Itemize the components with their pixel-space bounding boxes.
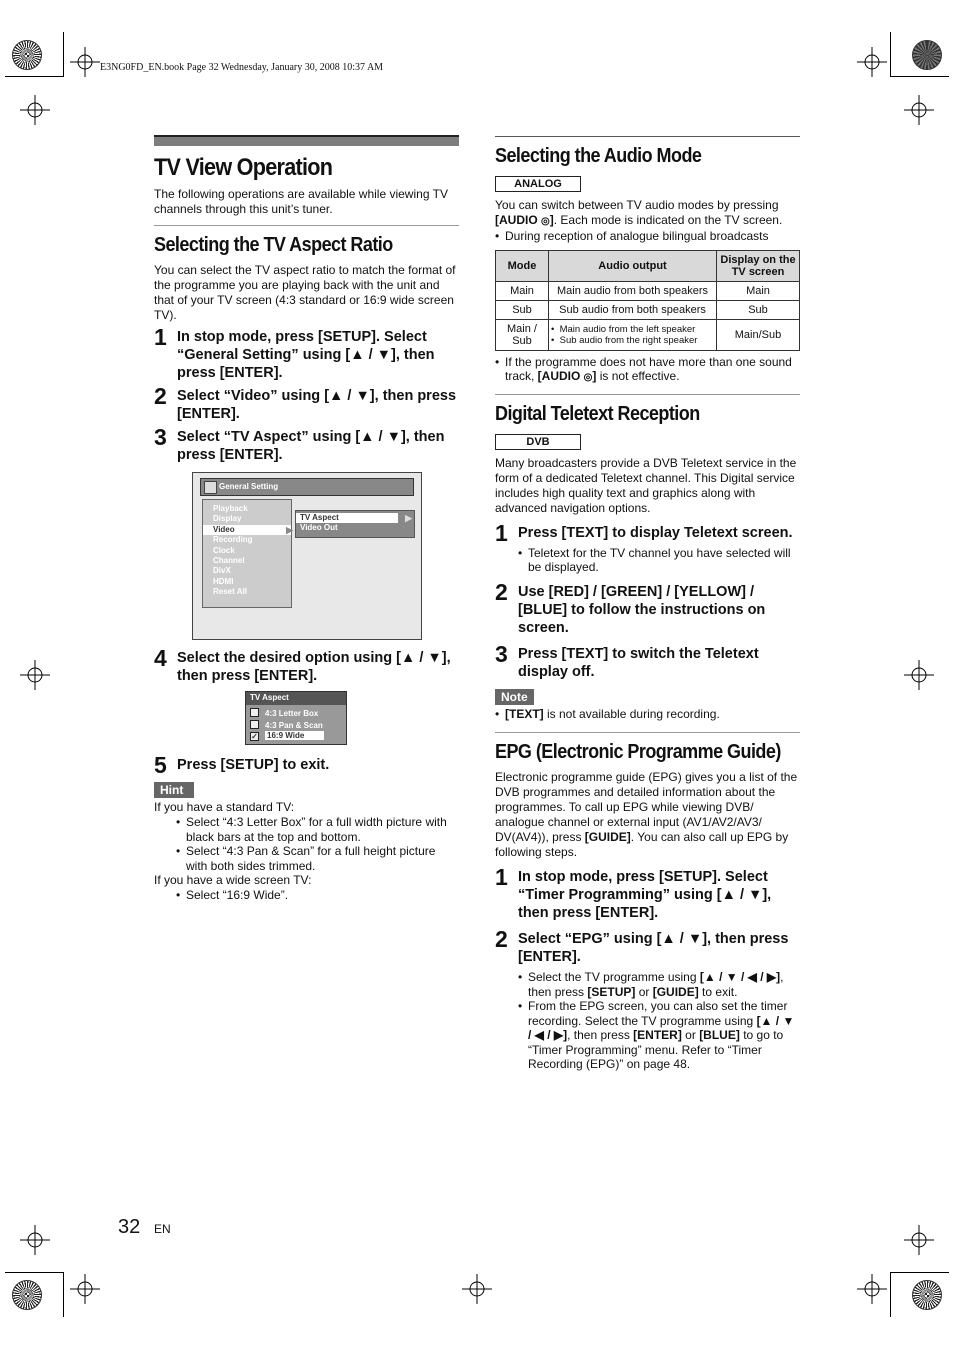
option-16-9-wide[interactable]: ✓ 16:9 Wide (250, 731, 342, 742)
tv-aspect-screen (245, 691, 347, 745)
divider (495, 136, 800, 137)
submenu-item-video-out[interactable]: Video Out (300, 523, 338, 533)
menu-item-clock[interactable]: Clock (213, 545, 235, 555)
page-number: 32 (118, 1216, 141, 1238)
audio-heading: Selecting the Audio Mode (495, 145, 702, 167)
option-pan-scan[interactable]: 4:3 Pan & Scan (250, 720, 342, 732)
registration-rosette-bottom-left (12, 1280, 42, 1310)
crosshair-mark (20, 95, 50, 125)
screen-title-bar: General Setting (200, 478, 414, 496)
registration-rosette-top-right (912, 40, 942, 70)
table-header: Display on the TV screen (717, 250, 800, 281)
intro-text: The following operations are available while viewing TV channels through this unit’s tuner. (154, 187, 448, 216)
list-item: • Select “16:9 Wide”. (176, 888, 459, 903)
crop-mark (63, 32, 64, 77)
analog-tag: ANALOG (495, 176, 581, 192)
aspect-step-5: 5 Press [SETUP] to exit. (154, 752, 330, 778)
general-setting-screen-wrap (154, 472, 459, 644)
menu-item-reset-all[interactable]: Reset All (213, 587, 247, 597)
tv-aspect-options (246, 705, 346, 745)
submenu-item-tv-aspect[interactable]: TV Aspect ▶ (296, 513, 398, 523)
crosshair-mark (904, 95, 934, 125)
audio-icon: ◎ (541, 216, 550, 227)
video-submenu (295, 510, 415, 538)
teletext-body: Many broadcasters provide a DVB Teletext service in the form of a dedicated Teletext channel. This Digital service includes high quality text and graphics along with advanced navigation options. (495, 455, 797, 515)
registration-rosette-top-left (12, 40, 42, 70)
epg-step-2-bullets (518, 970, 800, 1072)
table-cell: • Main audio from the left speaker • Sub audio from the right speaker (549, 319, 717, 350)
table-row (496, 319, 800, 350)
hint-list-1 (154, 815, 459, 873)
epg-step-1: 1 In stop mode, press [SETUP]. Select “Timer Programming” using [▲ / ▼], then press [ENTER]. (495, 864, 772, 921)
checked-checkbox-icon: ✓ (251, 732, 258, 741)
teletext-step-2: 2 Use [RED] / [GREEN] / [YELLOW] / [BLUE] to follow the instructions on screen. (495, 578, 766, 636)
audio-bullets (495, 229, 800, 244)
menu-item-hdmi[interactable]: HDMI (213, 576, 234, 586)
divider (495, 732, 800, 733)
crosshair-mark (904, 1225, 934, 1255)
teletext-step-1: 1 Press [TEXT] to display Teletext screen. (495, 519, 793, 546)
table-cell: Main audio from both speakers (549, 281, 717, 300)
audio-body: You can switch between TV audio modes by pressing [AUDIO ◎]. Each mode is indicated on the TV screen. (495, 198, 783, 227)
aspect-step-4: 4 Select the desired option using [▲ / ▼], then press [ENTER]. (154, 645, 451, 684)
list-item: • Select the TV programme using [▲ / ▼ / ◀ / ▶], then press [SETUP] or [GUIDE] to exit. (518, 970, 800, 999)
list-item: • [TEXT] is not available during recording. (495, 707, 800, 722)
setup-icon (204, 481, 217, 494)
menu-item-recording[interactable]: Recording (213, 535, 253, 545)
list-item: • Select “4:3 Letter Box” for a full width picture with black bars at the top and bottom. (176, 815, 459, 844)
menu-item-video[interactable]: Video ▶ (203, 525, 291, 535)
menu-item-channel[interactable]: Channel (213, 556, 245, 566)
crop-mark (890, 1272, 891, 1317)
list-item: • If the programme does not have more than one sound track, [AUDIO ◎] is not effective. (495, 355, 800, 386)
menu-item-divx[interactable]: DivX (213, 566, 231, 576)
crop-mark (63, 1272, 64, 1317)
table-row (496, 281, 800, 300)
language-code: EN (154, 1222, 171, 1236)
crop-mark (5, 1272, 63, 1273)
teletext-heading: Digital Teletext Reception (495, 402, 700, 425)
hint-label: Hint (154, 782, 194, 798)
hint-line-1: If you have a standard TV: (154, 800, 295, 814)
table-cell: Sub audio from both speakers (549, 300, 717, 319)
checkbox-icon (250, 708, 259, 717)
hint-line-2: If you have a wide screen TV: (154, 873, 312, 887)
epg-step-2: 2 Select “EPG” using [▲ / ▼], then press [ENTER]. (495, 926, 789, 965)
checkbox-icon (250, 720, 259, 729)
teletext-step-3: 3 Press [TEXT] to switch the Teletext display off. (495, 640, 759, 680)
note-label: Note (495, 689, 534, 705)
audio-note (495, 355, 800, 386)
audio-mode-table (495, 250, 800, 351)
table-cell: Main (496, 281, 549, 300)
crosshair-mark (462, 1274, 492, 1304)
teletext-note (495, 707, 800, 722)
divider (495, 394, 800, 395)
crosshair-mark (857, 47, 887, 77)
registration-rosette-bottom-right (912, 1280, 942, 1310)
tv-aspect-title: TV Aspect (246, 692, 346, 705)
setting-menu (202, 499, 292, 608)
hint-list-2 (154, 888, 459, 903)
option-letter-box[interactable]: 4:3 Letter Box (250, 708, 342, 720)
menu-item-playback[interactable]: Playback (213, 504, 248, 513)
table-cell: Main / Sub (496, 319, 549, 350)
table-row (496, 300, 800, 319)
crosshair-mark (70, 47, 100, 77)
epg-body: Electronic programme guide (EPG) gives you a list of the DVB programmes and detailed information about the programmes. To call up EPG while viewing DVB/ analogue channel or external input (AV1/AV2/AV3/ DV(AV4)), press [GUIDE]. You can also call up EPG by following steps. (495, 770, 798, 859)
table-cell: Sub (717, 300, 800, 319)
general-setting-screen (192, 472, 422, 640)
page-title: TV View Operation (154, 154, 333, 181)
epg-heading: EPG (Electronic Programme Guide) (495, 741, 781, 763)
right-arrow-icon: ▶ (405, 513, 412, 523)
list-item: • From the EPG screen, you can also set the timer recording. Select the TV programme using [▲ / ▼ / ◀ / ▶], then press [ENTER] or [BLUE] to go to “Timer Programming” menu. Refer to “Timer Recording (EPG)” on page 48. (518, 999, 800, 1072)
table-header: Audio output (549, 250, 717, 281)
dvb-tag: DVB (495, 434, 581, 450)
audio-icon: ◎ (583, 372, 593, 383)
table-header: Mode (496, 250, 549, 281)
aspect-heading: Selecting the TV Aspect Ratio (154, 234, 393, 256)
left-column (154, 135, 459, 903)
right-arrow-icon: ▶ (286, 524, 293, 535)
crosshair-mark (904, 660, 934, 690)
crop-mark (890, 32, 891, 77)
table-cell: Main (717, 281, 800, 300)
crop-mark (5, 76, 63, 77)
title-bar (154, 135, 459, 146)
crop-mark (891, 1272, 949, 1273)
aspect-step-1: 1 In stop mode, press [SETUP]. Select “General Setting” using [▲ / ▼], then press [ENTER]. (154, 324, 435, 381)
crosshair-mark (857, 1274, 887, 1304)
aspect-step-2: 2 Select “Video” using [▲ / ▼], then press [ENTER]. (154, 383, 457, 422)
list-item: • During reception of analogue bilingual broadcasts (495, 229, 800, 244)
table-cell: Sub (496, 300, 549, 319)
list-item: • Select “4:3 Pan & Scan” for a full height picture with both sides trimmed. (176, 844, 459, 873)
table-cell: Main/Sub (717, 319, 800, 350)
book-info-header: E3NG0FD_EN.book Page 32 Wednesday, January 30, 2008 10:37 AM (100, 62, 384, 73)
tv-aspect-screen-wrap (154, 691, 459, 751)
list-item: • Teletext for the TV channel you have selected will be displayed. (518, 546, 800, 575)
right-column (495, 135, 800, 1072)
crosshair-mark (70, 1274, 100, 1304)
menu-item-display[interactable]: Display (213, 514, 242, 524)
crosshair-mark (20, 1225, 50, 1255)
crosshair-mark (20, 660, 50, 690)
teletext-step-1-bullets (518, 546, 800, 575)
crop-mark (891, 76, 949, 77)
divider (154, 225, 459, 226)
aspect-body: You can select the TV aspect ratio to match the format of the programme you are playing back with the unit and that of your TV screen (4:3 standard or 16:9 wide screen TV). (154, 263, 456, 322)
table-header-row (496, 250, 800, 281)
aspect-step-3: 3 Select “TV Aspect” using [▲ / ▼], then press [ENTER]. (154, 424, 445, 463)
